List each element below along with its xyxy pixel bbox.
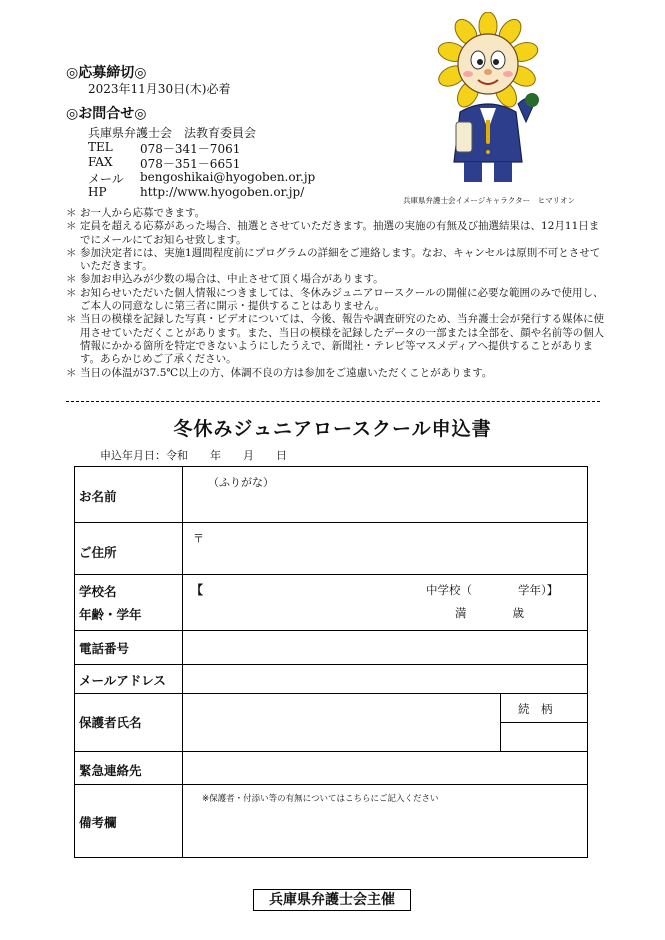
email-label: メールアドレス — [79, 673, 166, 688]
note-mark: ＊ — [66, 366, 77, 379]
remarks-note: ※保護者・付添い等の有無についてはこちらにご記入ください — [202, 794, 439, 804]
remarks-field[interactable] — [183, 807, 587, 855]
note-mark: ＊ — [66, 207, 77, 219]
deadline-heading: ◎応募締切◎ — [66, 65, 147, 81]
relation-label: 続 柄 — [518, 702, 553, 716]
mascot-illustration — [430, 12, 550, 192]
contact-tel-label: TEL — [88, 140, 113, 154]
note-mark: ＊ — [66, 313, 77, 326]
email-field[interactable] — [183, 665, 587, 692]
note-mark: ＊ — [66, 246, 77, 259]
note-item: ＊ 定員を超える応募があった場合、抽選とさせていただきます。抽選の実施の有無及び抽選結果は、12月11日までにメールにてお知らせ致します。 — [66, 220, 600, 246]
form-row-divider — [75, 574, 587, 575]
relation-field[interactable] — [501, 723, 587, 750]
furigana-label: （ふりがな） — [208, 476, 274, 489]
form-row-divider — [75, 784, 587, 785]
note-mark: ＊ — [66, 273, 77, 286]
contact-tel: 078－341－7061 — [140, 142, 241, 156]
organizer-footer: 兵庫県弁護士会主催 — [253, 889, 411, 911]
deadline-date: 2023年11月30日(木)必着 — [88, 82, 231, 96]
note-item: ＊ お一人から応募できます。 — [66, 207, 206, 219]
mascot-face-icon — [458, 34, 518, 94]
age-grade-label: 年齢・学年 — [79, 607, 142, 622]
address-field[interactable] — [183, 523, 587, 573]
contact-mail-label: メール — [88, 172, 124, 186]
note-mark: ＊ — [66, 220, 77, 233]
contact-mail[interactable]: bengoshikai@hyogoben.or.jp — [140, 170, 316, 184]
note-item: ＊ 参加決定者には、実施1週間程度前にプログラムの詳細をご連絡します。なお、キャンセルは原則不可とさせていただきます。 — [66, 246, 601, 273]
contact-org: 兵庫県弁護士会 法教育委員会 — [88, 126, 257, 140]
emergency-field[interactable] — [183, 752, 587, 783]
school-field[interactable] — [205, 577, 420, 627]
application-date-line: 申込年月日：令和 年 月 日 — [100, 449, 287, 462]
school-label: 学校名 — [79, 584, 117, 599]
phone-field[interactable] — [183, 631, 587, 663]
contact-hp[interactable]: http://www.hyogoben.or.jp/ — [140, 185, 305, 199]
mascot-caption: 兵庫県弁護士会イメージキャラクター ヒマリオン — [403, 196, 576, 205]
note-item: ＊ 当日の模様を記録した写真・ビデオについては、今後、報告や調査研究のため、当弁護士会が発行する媒体に使用させていただくことがあります。また、当日の模様を記録したデータの一部または全部を、顔や名前等の個人情報にかかる箇所を特定できないようにしたうえで、新聞社・テレビ等マスメディアへ提供することがあります。あらかじめご了承ください。 — [66, 313, 605, 366]
school-bracket-open: 【 — [191, 583, 204, 597]
note-mark: ＊ — [66, 286, 77, 299]
note-item: ＊ 当日の体温が37.5℃以上の方、体調不良の方は参加をご遠慮いただくことがあります。 — [66, 366, 493, 379]
remarks-label: 備考欄 — [79, 815, 117, 830]
application-form — [74, 466, 588, 858]
guardian-name-field[interactable] — [183, 694, 499, 750]
cut-line-divider — [66, 401, 600, 402]
name-field[interactable] — [183, 487, 587, 521]
address-label: ご住所 — [79, 545, 117, 560]
contact-fax: 078－351－6651 — [140, 157, 241, 171]
form-title: 冬休みジュニアロースクール申込書 — [173, 418, 492, 440]
notes-list — [66, 207, 606, 380]
contact-heading: ◎お問合せ◎ — [66, 106, 147, 122]
guardian-label: 保護者氏名 — [79, 715, 142, 730]
emergency-label: 緊急連絡先 — [79, 763, 142, 778]
postal-mark: 〒 — [193, 532, 204, 545]
school-suffix: 中学校（ 学年）】 — [426, 583, 559, 597]
note-item: ＊ 参加お申込みが少数の場合は、中止させて頂く場合があります。 — [66, 273, 384, 286]
contact-hp-label: HP — [88, 185, 107, 199]
phone-label: 電話番号 — [79, 641, 130, 656]
name-label: お名前 — [79, 489, 117, 504]
contact-fax-label: FAX — [88, 155, 113, 169]
age-suffix: 満 歳 — [455, 606, 524, 620]
note-item: ＊ お知らせいただいた個人情報につきましては、冬休みジュニアロースクールの開催に必要な範囲のみで使用し、ご本人の同意なしに第三者に開示・提供することはありません。 — [66, 286, 604, 313]
